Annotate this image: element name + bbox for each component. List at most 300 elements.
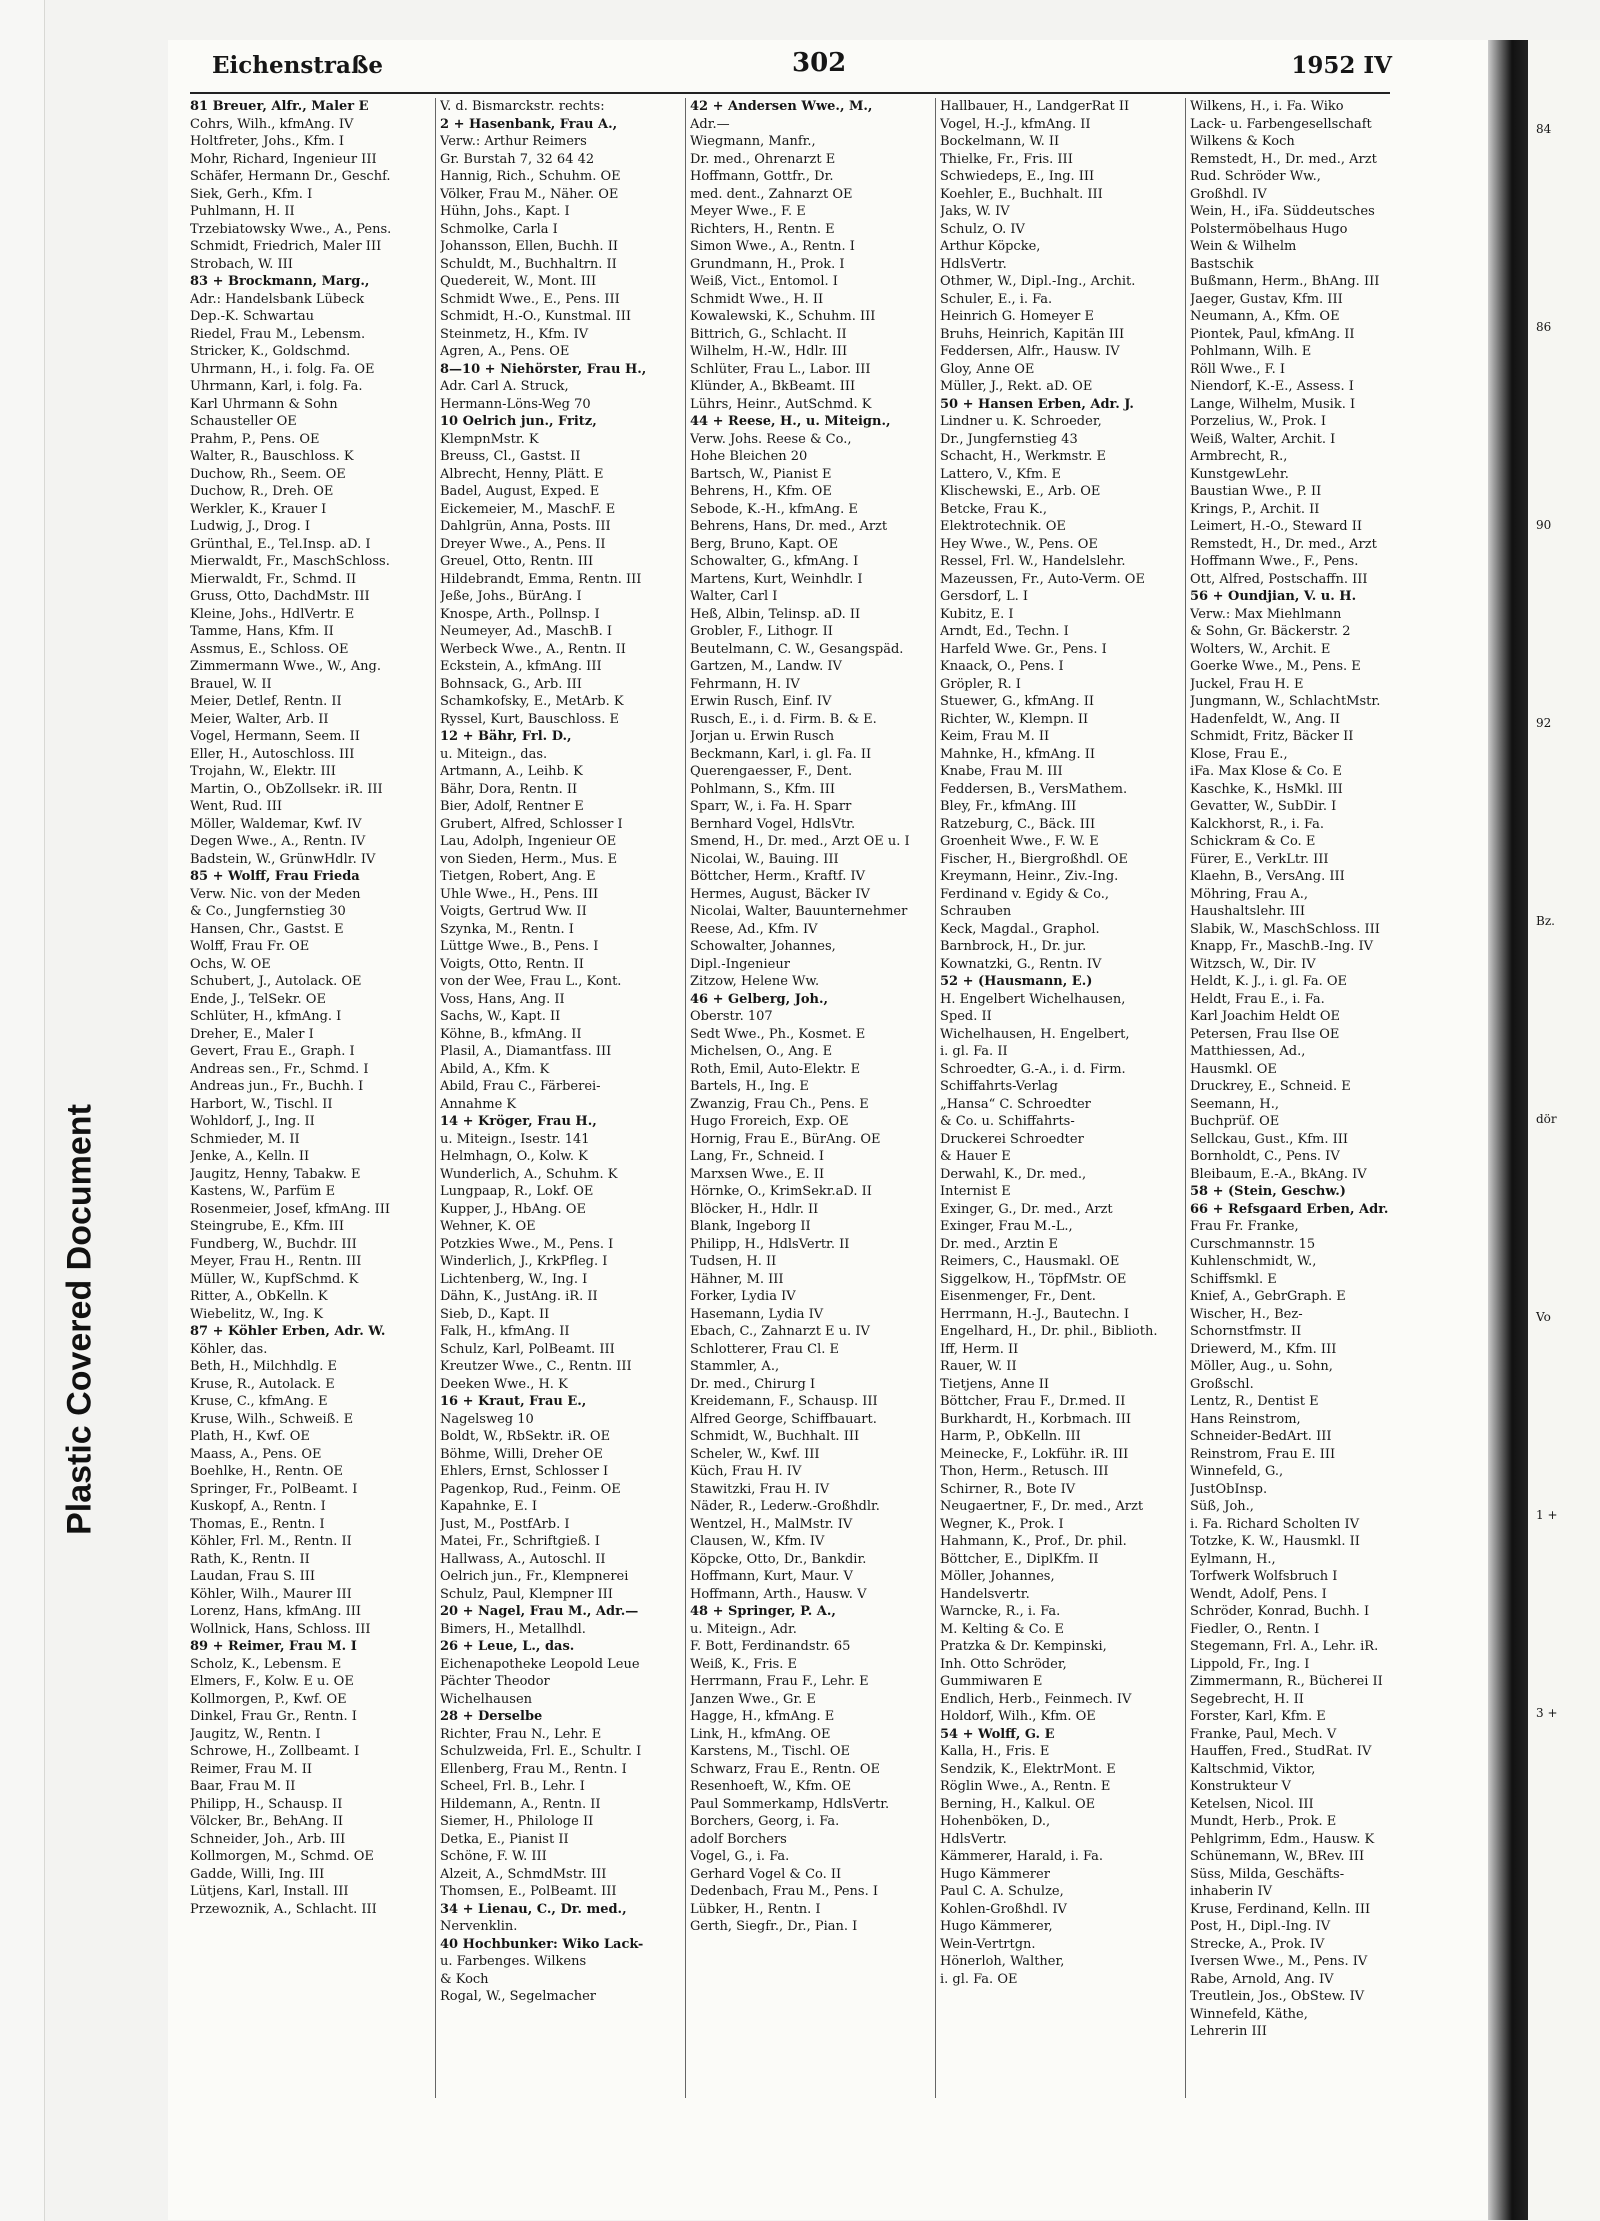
directory-entry: Zitzow, Helene Ww.: [690, 974, 820, 989]
directory-entry: Curschmannstr. 15: [1190, 1236, 1316, 1252]
book-gutter: [1488, 40, 1528, 2220]
directory-entry: Boldt, W., RbSektr. iR. OE: [440, 1429, 611, 1444]
directory-entry: Pohlmann, Wilh. E: [1190, 344, 1312, 359]
directory-entry: Gerhard Vogel & Co. II: [690, 1866, 842, 1882]
directory-entry: Küch, Frau H. IV: [690, 1464, 802, 1479]
directory-entry: Kapahnke, E. I: [440, 1499, 538, 1514]
directory-entry: Knapp, Fr., MaschB.-Ing. IV: [1190, 939, 1374, 954]
directory-entry: Süss, Milda, Geschäfts-: [1190, 1866, 1345, 1882]
directory-entry: 28 + Derselbe: [440, 1709, 543, 1724]
directory-entry: 10 Oelrich jun., Fritz,: [440, 414, 597, 429]
directory-entry: 8—10 + Niehörster, Frau H.,: [440, 361, 647, 377]
directory-entry: Kruse, Ferdinand, Kelln. III: [1190, 1901, 1371, 1917]
directory-entry: Harfeld Wwe. Gr., Pens. I: [940, 641, 1107, 657]
directory-entry: Wolff, Frau Fr. OE: [190, 939, 310, 954]
directory-entry: Keim, Frau M. II: [940, 729, 1050, 744]
directory-entry: Roth, Emil, Auto-Elektr. E: [690, 1061, 861, 1077]
directory-entry: Schmidt Wwe., E., Pens. III: [440, 291, 620, 307]
directory-entry: Dipl.-Ingenieur: [690, 956, 790, 972]
directory-entry: Porzelius, W., Prok. I: [1190, 414, 1326, 429]
directory-entry: Grobler, F., Lithogr. II: [690, 624, 833, 639]
directory-entry: Helmhagn, O., Kolw. K: [440, 1149, 588, 1164]
directory-entry: Gummiwaren E: [940, 1674, 1043, 1689]
directory-entry: M. Kelting & Co. E: [940, 1621, 1065, 1637]
directory-entry: Herrmann, Frau F., Lehr. E: [690, 1674, 869, 1689]
directory-entry: Keck, Magdal., Graphol.: [940, 921, 1100, 937]
directory-entry: Warncke, R., i. Fa.: [940, 1604, 1061, 1619]
directory-entry: Behrens, Hans, Dr. med., Arzt: [690, 519, 888, 534]
directory-entry: Hagge, H., kfmAng. E: [690, 1709, 835, 1724]
directory-entry: Schrauben: [940, 904, 1012, 919]
directory-entry: Scheel, Frl. B., Lehr. I: [440, 1779, 585, 1794]
directory-entry: Uhle Wwe., H., Pens. III: [440, 886, 599, 902]
directory-entry: Dreher, E., Maler I: [190, 1026, 314, 1042]
directory-entry: Schuler, E., i. Fa.: [940, 291, 1053, 307]
directory-entry: Eylmann, H.,: [1190, 1551, 1276, 1567]
directory-entry: Klünder, A., BkBeamt. III: [690, 379, 856, 394]
directory-entry: Neugaertner, F., Dr. med., Arzt: [940, 1499, 1144, 1514]
column-divider: [435, 98, 436, 2098]
directory-entry: Werkler, K., Krauer I: [190, 501, 327, 517]
directory-entry: Petersen, Frau Ilse OE: [1190, 1026, 1340, 1042]
directory-entry: Annahme K: [440, 1096, 517, 1112]
directory-entry: Oelrich jun., Fr., Klempnerei: [440, 1569, 629, 1584]
directory-entry: Hausmkl. OE: [1190, 1061, 1277, 1077]
directory-entry: Wohldorf, J., Ing. II: [190, 1114, 315, 1129]
directory-entry: Bähr, Dora, Rentn. II: [440, 781, 578, 797]
directory-entry: KlempnMstr. K: [440, 431, 539, 447]
directory-entry: Vogel, Hermann, Seem. II: [190, 729, 360, 744]
directory-entry: Dr. med., Chirurg I: [690, 1376, 816, 1392]
directory-entry: Schmidt, Fritz, Bäcker II: [1190, 729, 1354, 744]
directory-entry: 89 + Reimer, Frau M. I: [190, 1639, 357, 1654]
directory-entry: Jaks, W. IV: [940, 204, 1010, 219]
directory-entry: Winnefeld, G.,: [1190, 1464, 1284, 1479]
directory-entry: Bockelmann, W. II: [940, 134, 1060, 149]
directory-entry: Schmidt, Friedrich, Maler III: [190, 239, 382, 254]
directory-entry: 26 + Leue, L., das.: [440, 1639, 575, 1654]
column-divider: [685, 98, 686, 2098]
directory-entry: 20 + Nagel, Frau M., Adr.—: [440, 1604, 639, 1619]
directory-entry: Haushaltslehr. III: [1190, 904, 1305, 919]
directory-entry: Bier, Adolf, Rentner E: [440, 799, 584, 814]
directory-entry: Köhne, B., kfmAng. II: [440, 1026, 582, 1042]
directory-entry: Kalckhorst, R., i. Fa.: [1190, 816, 1324, 832]
directory-entry: Hildebrandt, Emma, Rentn. III: [440, 571, 642, 587]
directory-entry: Lehrerin III: [1190, 2024, 1267, 2039]
directory-entry: adolf Borchers: [690, 1831, 787, 1847]
directory-entry: Schwiedeps, E., Ing. III: [940, 169, 1095, 184]
directory-entry: Endlich, Herb., Feinmech. IV: [940, 1691, 1132, 1707]
directory-entry: Kastens, W., Parfüm E: [190, 1184, 336, 1199]
directory-entry: Grundmann, H., Prok. I: [690, 256, 845, 272]
directory-entry: Jaugitz, W., Rentn. I: [190, 1726, 321, 1742]
directory-entry: Großhdl. IV: [1190, 186, 1267, 202]
directory-entry: Thon, Herm., Retusch. III: [940, 1464, 1109, 1479]
directory-entry: Hadenfeldt, W., Ang. II: [1190, 711, 1341, 727]
directory-entry: Ellenberg, Frau M., Rentn. I: [440, 1761, 627, 1777]
directory-entry: Hoffmann Wwe., F., Pens.: [1190, 554, 1359, 569]
directory-entry: Köpcke, Otto, Dr., Bankdir.: [690, 1551, 867, 1567]
directory-entry: Elmers, F., Kolw. E u. OE: [190, 1674, 354, 1689]
directory-entry: „Hansa“ C. Schroedter: [940, 1096, 1091, 1112]
page-number: 302: [792, 48, 847, 78]
directory-entry: Knospe, Arth., Pollnsp. I: [440, 606, 600, 622]
directory-entry: Jaeger, Gustav, Kfm. III: [1190, 291, 1343, 307]
directory-entry: Cohrs, Wilh., kfmAng. IV: [190, 116, 354, 132]
directory-entry: Hahmann, K., Prof., Dr. phil.: [940, 1534, 1127, 1549]
directory-entry: Karstens, M., Tischl. OE: [690, 1744, 851, 1759]
directory-entry: Lüttge Wwe., B., Pens. I: [440, 939, 599, 954]
directory-entry: Hans Reinstrom,: [1190, 1411, 1301, 1427]
directory-entry: Zimmermann Wwe., W., Ang.: [190, 659, 381, 674]
directory-entry: Schlüter, H., kfmAng. I: [190, 1009, 342, 1024]
year-volume: 1952 IV: [1291, 52, 1392, 79]
directory-entry: Gartzen, M., Landw. IV: [690, 659, 842, 674]
directory-entry: Dr., Jungfernstieg 43: [940, 431, 1078, 447]
directory-entry: Schowalter, Johannes,: [690, 939, 836, 954]
directory-entry: Lau, Adolph, Ingenieur OE: [440, 834, 617, 849]
directory-entry: Jeße, Johs., BürAng. I: [440, 589, 582, 604]
directory-entry: Stammler, A.,: [690, 1359, 780, 1374]
directory-entry: Kaltschmid, Viktor,: [1190, 1761, 1316, 1777]
directory-entry: Greuel, Otto, Rentn. III: [440, 554, 594, 569]
directory-entry: Betcke, Frau K.,: [940, 501, 1048, 517]
directory-entry: Tietgen, Robert, Ang. E: [440, 869, 596, 884]
directory-entry: Kubitz, E. I: [940, 606, 1014, 622]
directory-entry: Bohnsack, G., Arb. III: [440, 676, 582, 692]
directory-entry: Bernhard Vogel, HdlsVtr.: [690, 816, 856, 832]
directory-entry: Scholz, K., Lebensm. E: [190, 1656, 342, 1672]
directory-entry: Müller, W., KupfSchmd. K: [190, 1271, 359, 1287]
directory-entry: Scheler, W., Kwf. III: [690, 1446, 820, 1462]
directory-entry: Meyer, Frau H., Rentn. III: [190, 1254, 362, 1269]
directory-entry: Rusch, E., i. d. Firm. B. & E.: [690, 711, 877, 727]
directory-entry: Exinger, G., Dr. med., Arzt: [940, 1201, 1113, 1217]
directory-entry: Trojahn, W., Elektr. III: [190, 764, 336, 779]
directory-entry: Köhler, das.: [190, 1341, 268, 1357]
directory-entry: Schneider, Joh., Arb. III: [190, 1831, 346, 1847]
directory-entry: Breuss, Cl., Gastst. II: [440, 449, 581, 464]
directory-entry: Ryssel, Kurt, Bauschloss. E: [440, 711, 619, 727]
directory-entry: Ketelsen, Nicol. III: [1190, 1796, 1314, 1812]
directory-entry: iFa. Max Klose & Co. E: [1190, 764, 1343, 779]
directory-entry: Schlüter, Frau L., Labor. III: [690, 361, 871, 377]
directory-entry: Lührs, Heinr., AutSchmd. K: [690, 396, 872, 412]
directory-entry: Kollmorgen, M., Schmd. OE: [190, 1849, 374, 1864]
directory-entry: Siemer, H., Philologe II: [440, 1814, 594, 1829]
directory-entry: Johansson, Ellen, Buchh. II: [440, 239, 618, 254]
directory-entry: Voss, Hans, Ang. II: [440, 991, 565, 1007]
directory-entry: Martens, Kurt, Weinhdlr. I: [690, 571, 863, 587]
directory-entry: Gloy, Anne OE: [940, 361, 1035, 377]
directory-entry: Röll Wwe., F. I: [1190, 361, 1286, 377]
directory-entry: Karl Uhrmann & Sohn: [190, 396, 338, 412]
directory-entry: med. dent., Zahnarzt OE: [690, 186, 853, 202]
directory-entry: 16 + Kraut, Frau E.,: [440, 1394, 587, 1409]
edge-fragment: dör: [1536, 1112, 1557, 1126]
directory-entry: Ehlers, Ernst, Schlosser I: [440, 1464, 609, 1479]
directory-entry: Strecke, A., Prok. IV: [1190, 1936, 1325, 1952]
directory-entry: Totzke, K. W., Hausmkl. II: [1190, 1534, 1360, 1549]
directory-entry: Ende, J., TelSekr. OE: [190, 991, 326, 1007]
directory-entry: Stegemann, Frl. A., Lehr. iR.: [1190, 1639, 1379, 1654]
directory-entry: 85 + Wolff, Frau Frieda: [190, 869, 360, 884]
directory-entry: Hildemann, A., Rentn. II: [440, 1796, 601, 1812]
edge-fragment: 84: [1536, 122, 1552, 136]
directory-entry: Siek, Gerh., Kfm. I: [190, 186, 313, 202]
directory-entry: Weiß, Vict., Entomol. I: [690, 274, 838, 289]
directory-entry: Stuewer, G., kfmAng. II: [940, 694, 1095, 709]
directory-entry: Resenhoeft, W., Kfm. OE: [690, 1779, 852, 1794]
directory-entry: Michelsen, O., Ang. E: [690, 1044, 833, 1059]
directory-entry: Neumann, A., Kfm. OE: [1190, 309, 1340, 324]
directory-entry: Laudan, Frau S. III: [190, 1569, 316, 1584]
directory-entry: Beth, H., Milchhdlg. E: [190, 1359, 338, 1374]
directory-entry: Schmidt, H.-O., Kunstmal. III: [440, 309, 631, 324]
directory-entry: Nervenklin.: [440, 1919, 518, 1934]
directory-entry: Harm, P., ObKelln. III: [940, 1429, 1081, 1444]
directory-entry: Torfwerk Wolfsbruch I: [1190, 1569, 1338, 1584]
directory-entry: Möller, Aug., u. Sohn,: [1190, 1359, 1333, 1374]
directory-entry: Weiß, K., Fris. E: [690, 1656, 798, 1672]
directory-entry: Kalla, H., Fris. E: [940, 1744, 1050, 1759]
side-label: Plastic Covered Document: [60, 1104, 99, 1535]
directory-entry: Bornholdt, C., Pens. IV: [1190, 1149, 1340, 1164]
directory-entry: Tamme, Hans, Kfm. II: [190, 624, 334, 639]
directory-entry: Wollnick, Hans, Schloss. III: [190, 1621, 371, 1637]
directory-entry: Voigts, Gertrud Ww. II: [440, 904, 587, 919]
directory-entry: Adr.—: [690, 116, 730, 132]
directory-entry: Konstrukteur V: [1190, 1779, 1291, 1794]
directory-entry: Völcker, Br., BehAng. II: [190, 1814, 344, 1829]
directory-entry: Möller, Johannes,: [940, 1569, 1055, 1584]
directory-entry: i. gl. Fa. II: [940, 1044, 1008, 1059]
directory-entry: Ochs, W. OE: [190, 956, 271, 972]
directory-entry: Dähn, K., JustAng. iR. II: [440, 1289, 598, 1304]
directory-entry: Lentz, R., Dentist E: [1190, 1394, 1319, 1409]
directory-entry: Mierwaldt, Fr., Schmd. II: [190, 571, 357, 587]
directory-entry: Kruse, Wilh., Schweiß. E: [190, 1411, 354, 1427]
directory-entry: Kruse, R., Autolack. E: [190, 1376, 335, 1392]
directory-entry: Rauer, W. II: [940, 1359, 1017, 1374]
directory-entry: Alfred George, Schiffbauart.: [690, 1411, 877, 1427]
directory-entry: Kownatzki, G., Rentn. IV: [940, 956, 1102, 972]
directory-entry: Franke, Paul, Mech. V: [1190, 1726, 1337, 1742]
directory-entry: Hauffen, Fred., StudRat. IV: [1190, 1744, 1372, 1759]
directory-entry: Schamkofsky, E., MetArb. K: [440, 694, 624, 709]
directory-entry: Lorenz, Hans, kfmAng. III: [190, 1604, 362, 1619]
edge-fragment: 86: [1536, 320, 1552, 334]
directory-entry: Schickram & Co. E: [1190, 834, 1316, 849]
directory-entry: Bleibaum, E.-A., BkAng. IV: [1190, 1166, 1367, 1182]
directory-entry: Stawitzki, Frau H. IV: [690, 1481, 830, 1497]
directory-entry: Thomas, E., Rentn. I: [190, 1516, 325, 1532]
directory-entry: Bimers, H., Metallhdl.: [440, 1621, 586, 1637]
directory-entry: Link, H., kfmAng. OE: [690, 1726, 831, 1742]
directory-entry: Matei, Fr., Schriftgieß. I: [440, 1534, 600, 1549]
directory-entry: Ebach, C., Zahnarzt E u. IV: [690, 1324, 870, 1339]
directory-entry: Agren, A., Pens. OE: [440, 344, 570, 359]
directory-entry: Baar, Frau M. II: [190, 1779, 296, 1794]
cover-margin: [0, 0, 45, 2221]
directory-entry: Kowalewski, K., Schuhm. III: [690, 309, 876, 324]
directory-entry: Heldt, Frau E., i. Fa.: [1190, 991, 1325, 1007]
directory-entry: Pagenkop, Rud., Feinm. OE: [440, 1481, 621, 1497]
directory-entry: Borchers, Georg, i. Fa.: [690, 1814, 840, 1829]
directory-entry: Martin, O., ObZollsekr. iR. III: [190, 781, 383, 797]
directory-entry: Sped. II: [940, 1009, 992, 1024]
directory-entry: Schowalter, G., kfmAng. I: [690, 554, 859, 569]
directory-entry: Plasil, A., Diamantfass. III: [440, 1044, 612, 1059]
directory-entry: Exinger, Frau M.-L.,: [940, 1219, 1073, 1234]
directory-entry: Assmus, E., Schloss. OE: [190, 641, 349, 657]
directory-entry: Uhrmann, H., i. folg. Fa. OE: [190, 361, 375, 377]
directory-entry: Holtfreter, Johs., Kfm. I: [190, 134, 344, 149]
directory-entry: Driewerd, M., Kfm. III: [1190, 1341, 1337, 1357]
directory-entry: Walter, Carl I: [690, 589, 778, 604]
directory-entry: HdlsVertr.: [940, 1831, 1007, 1847]
directory-entry: Simon Wwe., A., Rentn. I: [690, 239, 855, 254]
directory-entry: Blöcker, H., Hdlr. II: [690, 1201, 819, 1217]
directory-entry: Schiffahrts-Verlag: [940, 1079, 1058, 1094]
directory-entry: u. Miteign., Adr.: [690, 1621, 797, 1637]
directory-entry: Schröder, Konrad, Buchh. I: [1190, 1604, 1370, 1619]
directory-entry: Leimert, H.-O., Steward II: [1190, 519, 1363, 534]
directory-entry: Vogel, H.-J., kfmAng. II: [940, 116, 1091, 132]
directory-entry: Eichenapotheke Leopold Leue: [440, 1656, 640, 1672]
directory-entry: Potzkies Wwe., M., Pens. I: [440, 1236, 614, 1252]
directory-entry: Feddersen, B., VersMathem.: [940, 781, 1128, 797]
directory-entry: Marxsen Wwe., E. II: [690, 1166, 825, 1182]
directory-entry: Grünthal, E., Tel.Insp. aD. I: [190, 536, 371, 552]
directory-entry: Hermann-Löns-Weg 70: [440, 396, 591, 412]
directory-entry: Elektrotechnik. OE: [940, 519, 1066, 534]
directory-entry: Grubert, Alfred, Schlosser I: [440, 816, 623, 832]
directory-entry: Jungmann, W., SchlachtMstr.: [1190, 694, 1381, 709]
directory-entry: Mazeussen, Fr., Auto-Verm. OE: [940, 571, 1145, 587]
directory-entry: Andreas jun., Fr., Buchh. I: [190, 1079, 364, 1094]
directory-entry: Duchow, Rh., Seem. OE: [190, 466, 346, 482]
directory-entry: Forker, Lydia IV: [690, 1289, 796, 1304]
directory-entry: Hugo Froreich, Exp. OE: [690, 1114, 849, 1129]
directory-entry: & Co., Jungfernstieg 30: [190, 904, 346, 919]
directory-entry: Remstedt, H., Dr. med., Arzt: [1190, 151, 1377, 167]
directory-entry: & Sohn, Gr. Bäckerstr. 2: [1190, 624, 1351, 639]
directory-entry: Tietjens, Anne II: [940, 1376, 1050, 1392]
directory-entry: Iversen Wwe., M., Pens. IV: [1190, 1954, 1368, 1969]
directory-entry: Reimer, Frau M. II: [190, 1761, 313, 1777]
directory-entry: 42 + Andersen Wwe., M.,: [690, 99, 873, 114]
directory-entry: HdlsVertr.: [940, 256, 1007, 272]
directory-entry: Hohe Bleichen 20: [690, 449, 808, 464]
directory-entry: Richter, Frau N., Lehr. E: [440, 1726, 602, 1742]
directory-entry: Sendzik, K., ElektrMont. E: [940, 1761, 1116, 1777]
directory-entry: Schulz, O. IV: [940, 221, 1025, 237]
directory-entry: Köhler, Wilh., Maurer III: [190, 1586, 352, 1602]
directory-entry: Schwarz, Frau E., Rentn. OE: [690, 1761, 881, 1777]
directory-entry: Armbrecht, R.,: [1190, 449, 1288, 464]
directory-entry: Abild, A., Kfm. K: [440, 1061, 550, 1077]
directory-entry: Bußmann, Herm., BhAng. III: [1190, 274, 1380, 289]
directory-entry: Deeken Wwe., H. K: [440, 1376, 568, 1392]
directory-entry: Schroedter, G.-A., i. d. Firm.: [940, 1061, 1126, 1077]
directory-entry: Klaehn, B., VersAng. III: [1190, 869, 1345, 884]
directory-entry: Gerth, Siegfr., Dr., Pian. I: [690, 1919, 858, 1934]
directory-entry: Verw.: Arthur Reimers: [440, 134, 587, 149]
directory-entry: Winderlich, J., KrkPfleg. I: [440, 1254, 608, 1269]
directory-entry: Rath, K., Rentn. II: [190, 1551, 310, 1567]
directory-entry: Berning, H., Kalkul. OE: [940, 1796, 1096, 1812]
edge-fragment: Bz.: [1536, 914, 1555, 928]
directory-entry: Wehner, K. OE: [440, 1219, 536, 1234]
directory-entry: Wilkens & Koch: [1190, 134, 1295, 149]
directory-entry: Ratzeburg, C., Bäck. III: [940, 816, 1096, 832]
directory-entry: Ott, Alfred, Postschaffn. III: [1190, 571, 1368, 587]
directory-entry: u. Miteign., Isestr. 141: [440, 1131, 590, 1147]
directory-entry: Krings, P., Archit. II: [1190, 501, 1320, 517]
directory-entry: Schirner, R., Bote IV: [940, 1481, 1076, 1497]
directory-entry: Badel, August, Exped. E: [440, 484, 600, 499]
directory-entry: Möller, Waldemar, Kwf. IV: [190, 816, 362, 832]
directory-entry: Remstedt, H., Dr. med., Arzt: [1190, 536, 1377, 552]
directory-entry: Gruss, Otto, DachdMstr. III: [190, 589, 370, 604]
directory-entry: Böhme, Willi, Dreher OE: [440, 1446, 603, 1462]
directory-entry: Janzen Wwe., Gr. E: [690, 1691, 816, 1707]
directory-entry: Winnefeld, Käthe,: [1190, 2006, 1308, 2022]
directory-entry: Brauel, W. II: [190, 676, 272, 692]
directory-entry: Paul C. A. Schulze,: [940, 1884, 1064, 1899]
directory-entry: Philipp, H., Schausp. II: [190, 1796, 343, 1812]
directory-entry: Szynka, M., Rentn. I: [440, 921, 574, 937]
directory-entry: Ludwig, J., Drog. I: [190, 519, 310, 534]
directory-entry: Schornstfmstr. II: [1190, 1324, 1302, 1339]
directory-entry: Internist E: [940, 1184, 1011, 1199]
directory-entry: Nicolai, W., Bauing. III: [690, 851, 839, 867]
street-title: Eichenstraße: [212, 52, 384, 79]
directory-entry: & Koch: [440, 1971, 489, 1987]
directory-entry: Bruhs, Heinrich, Kapitän III: [940, 326, 1125, 342]
edge-fragment: 92: [1536, 716, 1552, 730]
directory-entry: Blank, Ingeborg II: [690, 1219, 811, 1234]
directory-entry: Post, H., Dipl.-Ing. IV: [1190, 1919, 1331, 1934]
directory-entry: V. d. Bismarckstr. rechts:: [440, 99, 605, 114]
directory-entry: Gersdorf, L. I: [940, 589, 1028, 604]
directory-entry: Schneider-BedArt. III: [1190, 1429, 1332, 1444]
directory-entry: Schmieder, M. II: [190, 1131, 300, 1147]
directory-entry: Hannig, Rich., Schuhm. OE: [440, 169, 621, 184]
directory-entry: Gr. Burstah 7, 32 64 42: [440, 151, 595, 167]
directory-entry: Juckel, Frau H. E: [1190, 676, 1304, 692]
directory-entry: Röglin Wwe., A., Rentn. E: [940, 1779, 1111, 1794]
directory-entry: Paul Sommerkamp, HdlsVertr.: [690, 1796, 890, 1812]
directory-entry: Fehrmann, H. IV: [690, 676, 800, 692]
directory-entry: Schuldt, M., Buchhaltrn. II: [440, 256, 617, 272]
directory-entry: & Hauer E: [940, 1149, 1011, 1164]
directory-entry: Bley, Fr., kfmAng. III: [940, 799, 1077, 814]
directory-entry: 81 Breuer, Alfr., Maler E: [190, 99, 369, 114]
directory-entry: Alzeit, A., SchmdMstr. III: [440, 1866, 607, 1882]
directory-entry: 54 + Wolff, G. E: [940, 1726, 1055, 1742]
directory-entry: Meyer Wwe., F. E: [690, 204, 806, 219]
directory-entry: von Sieden, Herm., Mus. E: [440, 851, 618, 867]
directory-entry: Hohenböken, D.,: [940, 1814, 1051, 1829]
directory-entry: Verw. Nic. von der Meden: [190, 886, 361, 902]
directory-entry: von der Wee, Frau L., Kont.: [440, 974, 622, 989]
directory-column-2: [440, 98, 680, 2006]
directory-entry: Adr. Carl A. Struck,: [440, 379, 569, 394]
directory-entry: Bartels, H., Ing. E: [690, 1079, 809, 1094]
